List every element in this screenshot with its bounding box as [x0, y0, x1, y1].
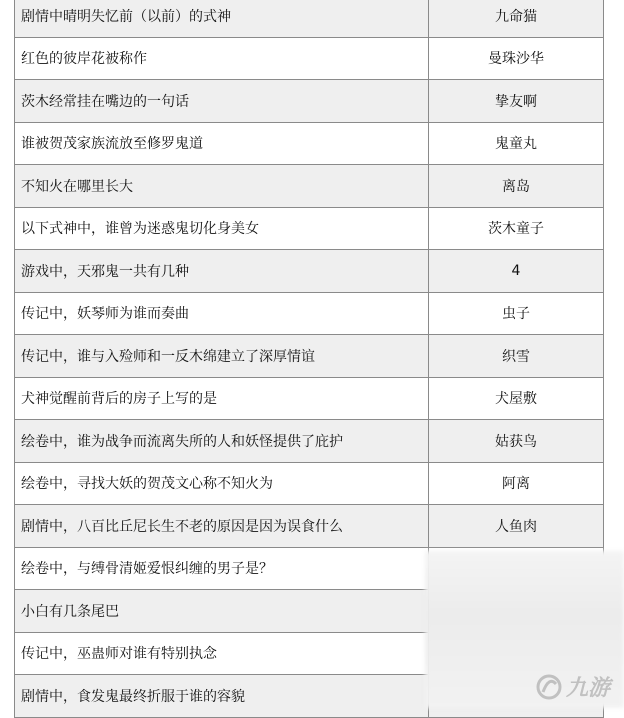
question-cell: 绘卷中，与缚骨清姬爱恨纠缠的男子是？ — [15, 547, 429, 590]
question-cell: 不知火在哪里长大 — [15, 165, 429, 208]
question-cell: 传记中，谁与入殓师和一反木绵建立了深厚情谊 — [15, 335, 429, 378]
table-row — [15, 250, 604, 293]
answer-cell: 阿离 — [429, 462, 604, 505]
answer-cell: 曼珠沙华 — [429, 37, 604, 80]
question-cell: 犬神觉醒前背后的房子上写的是 — [15, 377, 429, 420]
answer-cell: 挚友啊 — [429, 80, 604, 123]
question-cell: 传记中，巫蛊师对谁有特别执念 — [15, 632, 429, 675]
table-row — [15, 462, 604, 505]
question-cell: 剧情中，八百比丘尼长生不老的原因是因为误食什么 — [15, 505, 429, 548]
table-row — [15, 505, 604, 548]
watermark — [534, 671, 610, 702]
question-cell: 以下式神中，谁曾为迷惑鬼切化身美女 — [15, 207, 429, 250]
answer-cell: 姑获鸟 — [429, 420, 604, 463]
table-row — [15, 420, 604, 463]
question-cell: 传记中，妖琴师为谁而奏曲 — [15, 292, 429, 335]
answer-cell: 人鱼肉 — [429, 505, 604, 548]
jiuyou-logo-icon — [534, 672, 564, 702]
question-cell: 剧情中晴明失忆前（以前）的式神 — [15, 0, 429, 37]
answer-cell: 九命猫 — [429, 0, 604, 37]
table-row — [15, 0, 604, 37]
table-row — [15, 165, 604, 208]
answer-cell: 离岛 — [429, 165, 604, 208]
answer-cell: 织雪 — [429, 335, 604, 378]
table-row — [15, 80, 604, 123]
question-cell: 茨木经常挂在嘴边的一句话 — [15, 80, 429, 123]
question-cell: 红色的彼岸花被称作 — [15, 37, 429, 80]
question-cell: 谁被贺茂家族流放至修罗鬼道 — [15, 122, 429, 165]
table-row — [15, 122, 604, 165]
answer-cell: 鬼童丸 — [429, 122, 604, 165]
table-row — [15, 377, 604, 420]
table-row — [15, 207, 604, 250]
question-cell: 绘卷中，谁为战争而流离失所的人和妖怪提供了庇护 — [15, 420, 429, 463]
answer-cell: 犬屋敷 — [429, 377, 604, 420]
answer-cell: 虫子 — [429, 292, 604, 335]
question-cell: 游戏中，天邪鬼一共有几种 — [15, 250, 429, 293]
watermark-text: 九游 — [565, 675, 610, 701]
table-row — [15, 335, 604, 378]
table-row — [15, 37, 604, 80]
question-cell: 小白有几条尾巴 — [15, 590, 429, 633]
table-row — [15, 292, 604, 335]
answer-cell: 茨木童子 — [429, 207, 604, 250]
answer-cell: 4 — [429, 250, 604, 293]
question-cell: 绘卷中，寻找大妖的贺茂文心称不知火为 — [15, 462, 429, 505]
question-cell: 剧情中，食发鬼最终折服于谁的容貌 — [15, 675, 429, 718]
